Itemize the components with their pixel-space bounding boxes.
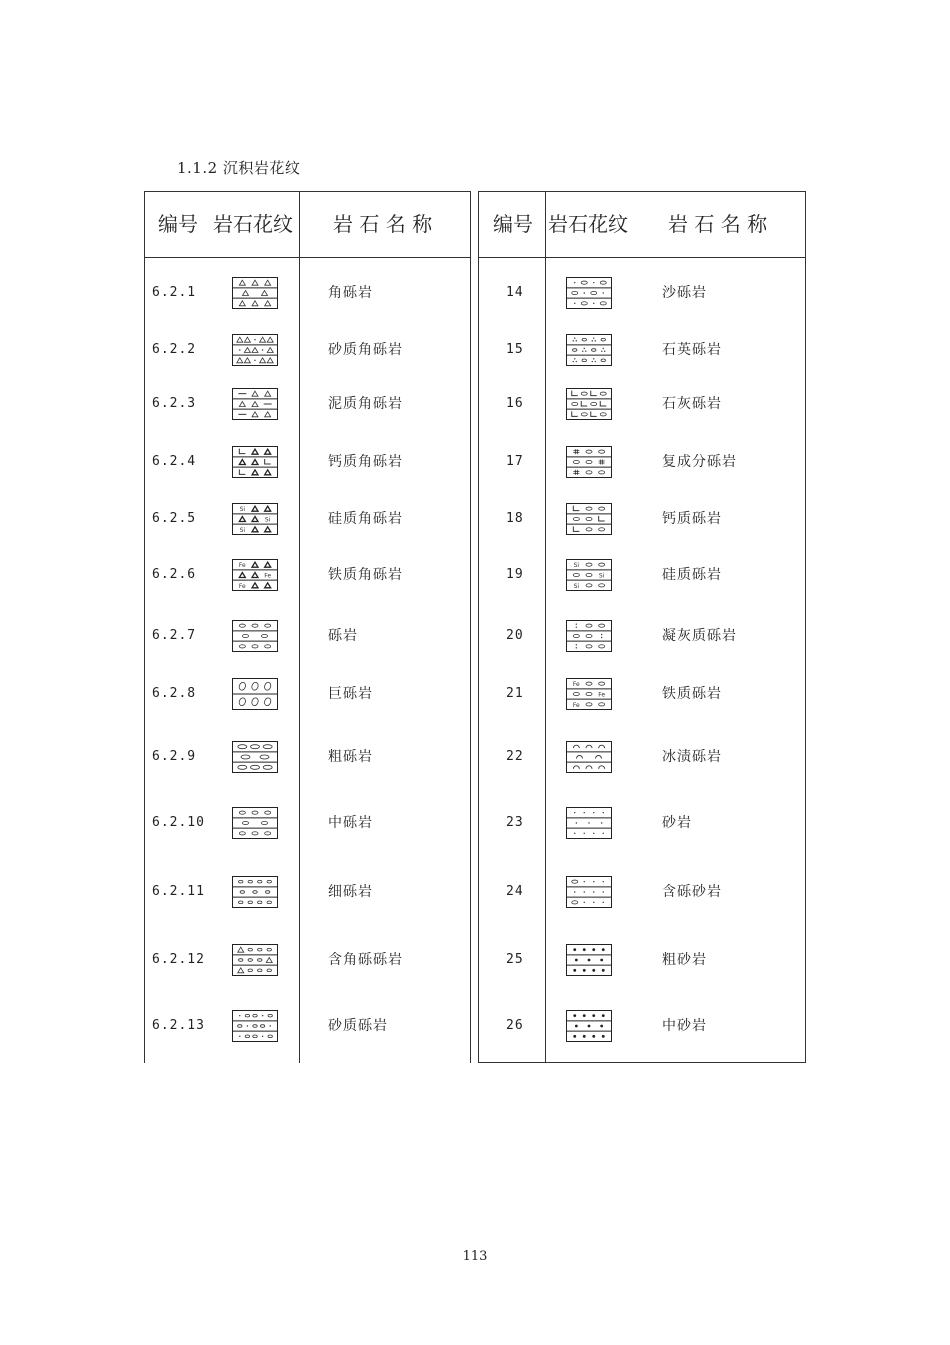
rock-code: 6.2.7: [152, 628, 197, 643]
rock-pattern-icon: [232, 807, 278, 839]
table-row: [145, 506, 470, 534]
rock-pattern: [566, 559, 612, 591]
right-table-header: [479, 192, 805, 258]
rock-name: 沙砾岩: [662, 285, 707, 301]
rock-code: 24: [506, 884, 524, 899]
svg-text:Fe: Fe: [572, 681, 580, 689]
rock-pattern: [232, 876, 278, 908]
left-table-header: [145, 192, 470, 258]
rock-pattern-icon: [232, 446, 278, 478]
rock-name: 钙质角砾岩: [328, 454, 403, 470]
table-row: [479, 747, 805, 767]
rock-pattern: [566, 446, 612, 478]
header-code: 编号: [158, 212, 198, 236]
rock-code: 6.2.8: [152, 686, 197, 701]
rock-name: 砂岩: [662, 815, 692, 831]
rock-pattern: [232, 807, 278, 839]
rock-code: 17: [506, 454, 524, 469]
rock-code: 18: [506, 511, 524, 526]
rock-code: 6.2.4: [152, 454, 197, 469]
rock-name: 细砾岩: [328, 884, 373, 900]
rock-pattern-icon: [566, 807, 612, 839]
rock-pattern: [232, 1010, 278, 1042]
header-pattern: 岩石花纹: [548, 212, 628, 236]
rock-pattern-icon: [566, 559, 612, 591]
rock-pattern-icon: [232, 559, 278, 591]
table-row: [145, 1016, 470, 1036]
svg-text:Si: Si: [598, 572, 605, 580]
svg-text:Fe: Fe: [572, 701, 580, 709]
rock-pattern: [566, 876, 612, 908]
svg-text:Si: Si: [239, 506, 246, 514]
rock-name: 砂质角砾岩: [328, 342, 403, 358]
rock-name: 凝灰质砾岩: [662, 628, 737, 644]
svg-text:Si: Si: [264, 516, 271, 524]
rock-pattern-icon: [566, 388, 612, 420]
rock-code: 26: [506, 1018, 524, 1033]
rock-name: 钙质砾岩: [662, 511, 722, 527]
rock-code: 6.2.9: [152, 749, 197, 764]
rock-pattern-icon: [232, 741, 278, 773]
rock-pattern: [232, 446, 278, 478]
svg-text:Si: Si: [573, 582, 580, 590]
svg-text:Si: Si: [573, 562, 580, 570]
page-number: 113: [462, 1249, 488, 1264]
table-row: [479, 283, 805, 303]
rock-name: 中砾岩: [328, 815, 373, 831]
section-title: 1.1.2 沉积岩花纹: [177, 159, 301, 177]
rock-pattern-icon: [566, 503, 612, 535]
rock-name: 砾岩: [328, 628, 358, 644]
rock-pattern: [566, 944, 612, 976]
svg-text:Fe: Fe: [598, 691, 606, 699]
rock-pattern: [566, 1010, 612, 1042]
rock-code: 20: [506, 628, 524, 643]
table-row: [479, 950, 805, 970]
rock-code: 22: [506, 749, 524, 764]
table-row: [145, 452, 470, 472]
rock-code: 14: [506, 285, 524, 300]
rock-name: 含砾砂岩: [662, 884, 722, 900]
right-legend-table: [478, 191, 806, 1063]
table-row: [479, 626, 805, 646]
rock-pattern-icon: [566, 944, 612, 976]
rock-name: 角砾岩: [328, 285, 373, 301]
table-row: [479, 813, 805, 833]
rock-name: 铁质砾岩: [662, 686, 722, 702]
svg-text:Fe: Fe: [264, 572, 272, 580]
rock-name: 石英砾岩: [662, 342, 722, 358]
table-row: [479, 1016, 805, 1036]
rock-code: 16: [506, 396, 524, 411]
header-name: 岩 石 名 称: [333, 212, 433, 236]
rock-pattern-icon: [566, 620, 612, 652]
rock-code: 6.2.6: [152, 567, 197, 582]
svg-text:Fe: Fe: [238, 562, 246, 570]
rock-pattern-icon: [232, 678, 278, 710]
rock-pattern: [232, 620, 278, 652]
rock-pattern: [566, 277, 612, 309]
rock-pattern-icon: [566, 446, 612, 478]
rock-pattern: [566, 620, 612, 652]
rock-pattern-icon: [232, 1010, 278, 1042]
rock-name: 粗砾岩: [328, 749, 373, 765]
rock-pattern-icon: [566, 741, 612, 773]
header-name: 岩 石 名 称: [668, 212, 768, 236]
svg-text:Si: Si: [239, 526, 246, 534]
rock-code: 6.2.11: [152, 884, 205, 899]
rock-pattern-icon: [566, 1010, 612, 1042]
rock-name: 巨砾岩: [328, 686, 373, 702]
rock-pattern: [232, 503, 278, 535]
rock-pattern: [232, 678, 278, 710]
table-row: [145, 813, 470, 833]
rock-code: 6.2.12: [152, 952, 205, 967]
table-row: [145, 283, 470, 303]
rock-pattern: [566, 807, 612, 839]
rock-name: 铁质角砾岩: [328, 567, 403, 583]
table-row: [479, 452, 805, 472]
rock-name: 复成分砾岩: [662, 454, 737, 470]
rock-name: 硅质角砾岩: [328, 511, 403, 527]
table-row: [145, 882, 470, 902]
rock-code: 6.2.3: [152, 396, 197, 411]
table-row: [145, 684, 470, 704]
table-row: [145, 626, 470, 646]
left-legend-table: [144, 191, 471, 1063]
rock-pattern: [566, 678, 612, 710]
rock-name: 含角砾砾岩: [328, 952, 403, 968]
rock-code: 6.2.1: [152, 285, 197, 300]
table-row: [479, 882, 805, 902]
rock-name: 砂质砾岩: [328, 1018, 388, 1034]
rock-code: 6.2.5: [152, 511, 197, 526]
rock-pattern: [566, 334, 612, 366]
table-row: [145, 747, 470, 767]
rock-pattern-icon: [232, 277, 278, 309]
rock-pattern-icon: [232, 503, 278, 535]
rock-pattern-icon: [232, 388, 278, 420]
rock-pattern-icon: [566, 678, 612, 710]
header-pattern: 岩石花纹: [213, 212, 293, 236]
rock-pattern-icon: [566, 334, 612, 366]
rock-pattern-icon: [566, 876, 612, 908]
rock-pattern: [232, 277, 278, 309]
rock-code: 6.2.13: [152, 1018, 205, 1033]
rock-pattern: [232, 741, 278, 773]
header-code: 编号: [493, 212, 533, 236]
table-row: [479, 681, 805, 709]
rock-pattern-icon: [566, 277, 612, 309]
rock-pattern: [566, 503, 612, 535]
table-row: [479, 562, 805, 590]
rock-code: 6.2.10: [152, 815, 205, 830]
rock-name: 泥质角砾岩: [328, 396, 403, 412]
table-row: [145, 950, 470, 970]
rock-pattern-icon: [232, 620, 278, 652]
rock-pattern: [232, 388, 278, 420]
rock-name: 硅质砾岩: [662, 567, 722, 583]
rock-pattern: [232, 334, 278, 366]
rock-name: 石灰砾岩: [662, 396, 722, 412]
table-row: [479, 509, 805, 529]
svg-text:Fe: Fe: [238, 582, 246, 590]
rock-pattern: [566, 741, 612, 773]
rock-pattern: [232, 559, 278, 591]
rock-code: 15: [506, 342, 524, 357]
rock-code: 25: [506, 952, 524, 967]
rock-name: 粗砂岩: [662, 952, 707, 968]
rock-code: 23: [506, 815, 524, 830]
rock-pattern: [232, 944, 278, 976]
table-row: [479, 340, 805, 360]
table-row: [145, 562, 470, 590]
rock-name: 冰渍砾岩: [662, 749, 722, 765]
table-row: [145, 340, 470, 360]
table-row: [479, 394, 805, 414]
rock-code: 6.2.2: [152, 342, 197, 357]
rock-pattern: [566, 388, 612, 420]
rock-pattern-icon: [232, 334, 278, 366]
table-row: [145, 394, 470, 414]
rock-pattern-icon: [232, 944, 278, 976]
rock-pattern-icon: [232, 876, 278, 908]
rock-code: 21: [506, 686, 524, 701]
rock-code: 19: [506, 567, 524, 582]
rock-name: 中砂岩: [662, 1018, 707, 1034]
